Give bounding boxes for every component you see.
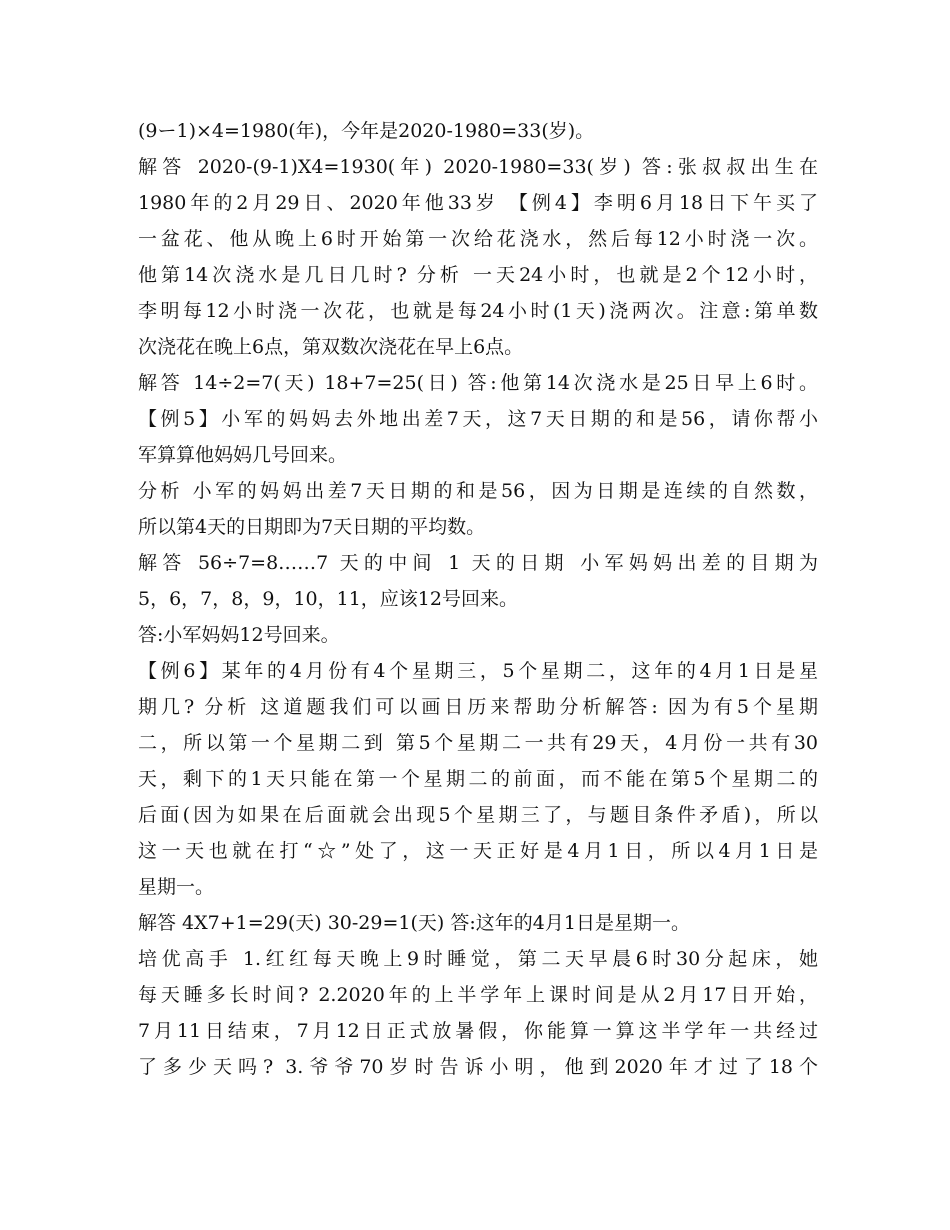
text-line: 【例5】小军的妈妈去外地出差7天，这7天日期的和是56，请你帮小 [138,408,818,430]
text-line: 解答 4X7+1=29(天) 30-29=1(天) 答:这年的4月1日是星期一。 [138,912,690,934]
text-line: 他第14次浇水是几日几时? 分析 一天24小时，也就是2个12小时， [138,264,818,286]
text-line: 天，剩下的1天只能在第一个星期二的前面，而不能在第5个星期二的 [138,768,818,790]
text-line: 解答 56÷7=8……7 天的中间 1 天的日期 小军妈妈出差的目期为 [138,552,818,574]
text-line: 解答 2020-(9-1)X4=1930(年) 2020-1980=33(岁) 答:张叔叔出生在 [138,156,818,178]
text-line: 答:小军妈妈12号回来。 [138,624,340,646]
text-line: 次浇花在晚上6点，第双数次浇花在早上6点。 [138,336,524,358]
text-line: 分析 小军的妈妈出差7天日期的和是56，因为日期是连续的自然数， [138,480,818,502]
text-line: 每天睡多长时间? 2.2020年的上半学年上课时间是从2月17日开始， [138,984,818,1006]
text-line: 了多少天吗? 3.爷爷70岁时告诉小明，他到2020年才过了18个 [138,1056,818,1078]
text-line: 期几? 分析 这道题我们可以画日历来帮助分析解答: 因为有5个星期 [138,696,818,718]
text-line: 7月11日结束，7月12日正式放暑假，你能算一算这半学年一共经过 [138,1020,818,1042]
text-line: 这一天也就在打“☆”处了，这一天正好是4月1日，所以4月1日是 [138,840,818,862]
text-line: 5，6，7，8，9，10，11，应该12号回来。 [138,588,518,610]
text-line: 所以第4天的日期即为7天日期的平均数。 [138,516,486,538]
text-line: 解答 14÷2=7(天) 18+7=25(日) 答:他第14次浇水是25日早上6时。 [138,372,818,394]
text-line: 一盆花、他从晚上6时开始第一次给花浇水，然后每12小时浇一次。 [138,228,818,250]
text-line: 【例6】某年的4月份有4个星期三，5个星期二，这年的4月1日是星 [138,660,818,682]
text-line: 李明每12小时浇一次花，也就是每24小时(1天)浇两次。注意:第单数 [138,300,818,322]
text-line: 二，所以第一个星期二到 第5个星期二一共有29天，4月份一共有30 [138,732,818,754]
text-line: 培优高手 1.红红每天晚上9时睡觉，第二天早晨6时30分起床，她 [138,948,818,970]
text-line: 星期一。 [138,876,215,898]
document-body [138,113,818,1085]
text-line: 后面(因为如果在后面就会出现5个星期三了，与题目条件矛盾)，所以 [138,804,818,826]
text-line: 军算算他妈妈几号回来。 [138,444,348,466]
text-line: (9ー1)×4=1980(年)，今年是2020-1980=33(岁)。 [138,120,595,142]
text-line: 1980年的2月29日、2020年他33岁 【例4】李明6月18日下午买了 [138,192,818,214]
